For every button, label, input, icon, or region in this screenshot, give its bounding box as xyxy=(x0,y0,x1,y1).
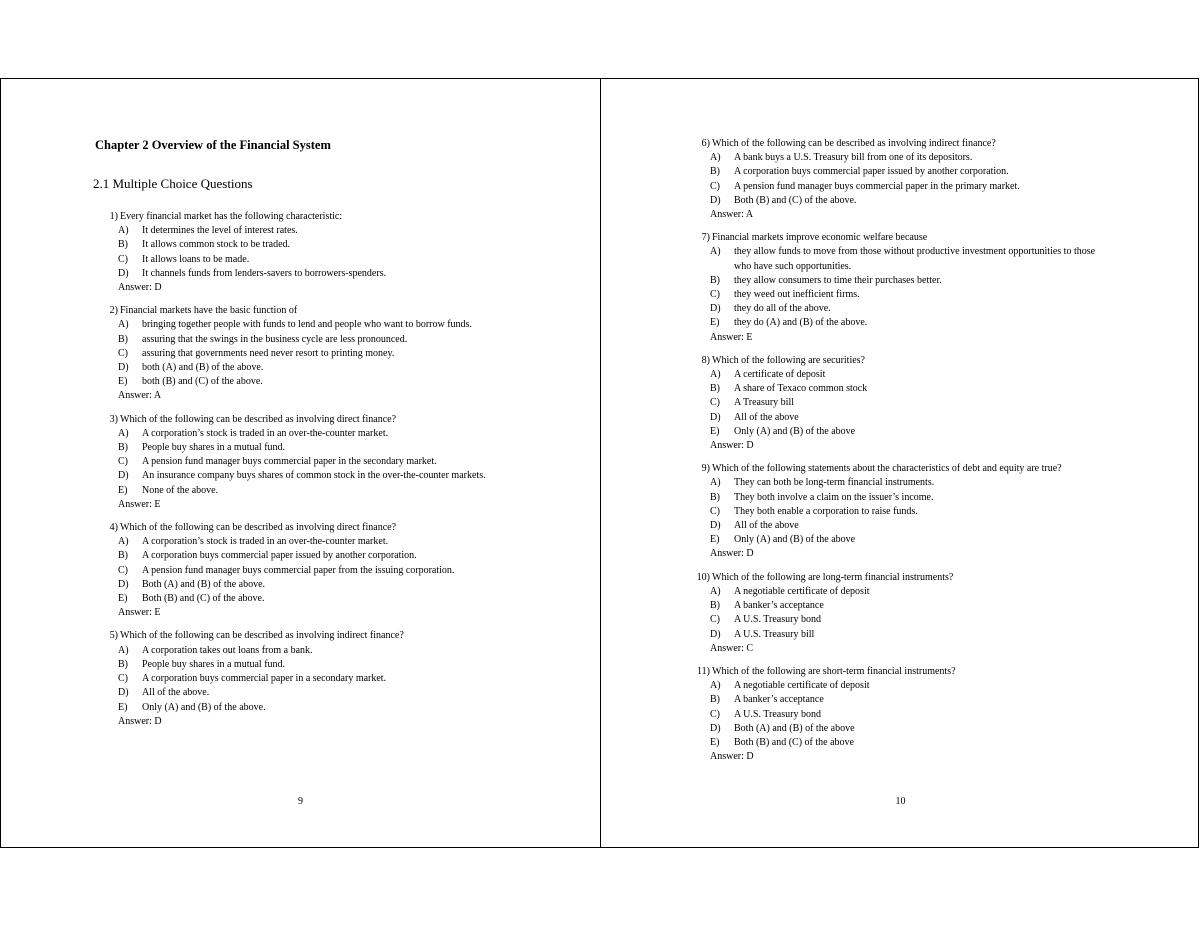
option-letter: B) xyxy=(710,491,720,503)
answer-option xyxy=(118,535,515,549)
question-text: Which of the following can be described as involving indirect finance? xyxy=(120,630,404,642)
question-number: 2) xyxy=(109,305,118,317)
option-text: An insurance company buys shares of common stock in the over-the-counter markets. xyxy=(142,470,486,482)
answer-option xyxy=(118,267,515,281)
question-text: Which of the following can be described as involving indirect finance? xyxy=(712,138,996,149)
option-letter: D) xyxy=(710,411,721,423)
answer-option xyxy=(118,564,515,578)
option-letter: D) xyxy=(710,520,721,532)
answer-option xyxy=(710,316,1107,330)
option-text: A U.S. Treasury bond xyxy=(734,614,821,626)
answer-option xyxy=(118,701,515,715)
option-letter: D) xyxy=(118,578,129,590)
answer-option xyxy=(118,441,515,455)
option-letter: A) xyxy=(118,536,129,548)
option-letter: E) xyxy=(118,701,128,713)
option-text: A pension fund manager buys commercial paper from the issuing corporation. xyxy=(142,564,455,576)
option-letter: D) xyxy=(118,267,129,279)
answer-key: Answer: E xyxy=(118,607,161,619)
question-row xyxy=(687,231,1107,245)
option-list xyxy=(118,318,515,389)
option-text: assuring that governments need never resort to printing money. xyxy=(142,347,395,359)
option-list xyxy=(118,644,515,715)
question-list xyxy=(95,210,515,738)
answer-option xyxy=(710,476,1107,490)
option-letter: C) xyxy=(118,253,128,265)
question-row xyxy=(687,462,1107,476)
question-number: 3) xyxy=(109,413,118,425)
option-text: assuring that the swings in the business cycle are less pronounced. xyxy=(142,333,408,345)
page-number: 9 xyxy=(298,796,303,807)
question-row xyxy=(687,571,1107,585)
question-number: 6) xyxy=(701,138,710,149)
answer-option xyxy=(118,644,515,658)
option-letter: C) xyxy=(118,456,128,468)
option-text: they allow consumers to time their purchases better. xyxy=(734,274,942,286)
option-letter: B) xyxy=(118,333,128,345)
option-text: All of the above xyxy=(734,411,799,423)
option-letter: A) xyxy=(118,225,129,237)
option-letter: E) xyxy=(118,484,128,496)
option-text: They can both be long-term financial instruments. xyxy=(734,477,935,489)
option-text: they do (A) and (B) of the above. xyxy=(734,317,868,329)
question-row xyxy=(687,665,1107,679)
answer-option xyxy=(710,599,1107,613)
answer-option xyxy=(710,585,1107,599)
answer-option xyxy=(118,427,515,441)
question-number: 7) xyxy=(701,232,710,244)
option-letter: C) xyxy=(118,673,128,685)
option-letter: A) xyxy=(710,585,721,597)
answer-option xyxy=(118,375,515,389)
answer-option xyxy=(710,151,1107,165)
option-text: they weed out inefficient firms. xyxy=(734,289,860,301)
question-number: 10) xyxy=(696,571,710,583)
option-letter: B) xyxy=(118,550,128,562)
option-letter: B) xyxy=(118,239,128,251)
answer-option xyxy=(118,592,515,606)
option-text: they allow funds to move from those without productive investment opportunities to those who have such opportunities. xyxy=(734,246,1096,272)
answer-key: Answer: D xyxy=(710,548,754,560)
option-text: A corporation buys commercial paper issued by another corporation. xyxy=(734,166,1009,178)
option-text: A corporation buys commercial paper issued by another corporation. xyxy=(142,550,417,562)
option-letter: C) xyxy=(710,505,720,517)
option-text: None of the above. xyxy=(142,484,219,496)
option-list xyxy=(710,585,1107,642)
option-list xyxy=(118,535,515,606)
answer-key: Answer: C xyxy=(710,642,754,654)
question-item xyxy=(687,354,1107,453)
option-letter: A) xyxy=(118,427,129,439)
right-page xyxy=(601,79,1200,847)
option-text: It allows common stock to be traded. xyxy=(142,239,291,251)
answer-key: Answer: E xyxy=(118,498,161,510)
answer-option xyxy=(118,469,515,483)
chapter-title: Chapter 2 Overview of the Financial System xyxy=(95,138,331,152)
answer-option xyxy=(710,491,1107,505)
question-item xyxy=(687,137,1107,222)
answer-option xyxy=(118,455,515,469)
option-letter: D) xyxy=(118,362,129,374)
option-text: A corporation’s stock is traded in an over-the-counter market. xyxy=(142,427,389,439)
answer-option xyxy=(710,302,1107,316)
answer-option xyxy=(118,238,515,252)
answer-option xyxy=(710,368,1107,382)
question-number: 1) xyxy=(109,211,118,222)
option-letter: B) xyxy=(710,694,720,706)
option-text: A corporation buys commercial paper in a secondary market. xyxy=(142,673,387,685)
option-letter: D) xyxy=(118,470,129,482)
question-text: Every financial market has the following characteristic: xyxy=(120,211,343,222)
option-text: A pension fund manager buys commercial paper in the primary market. xyxy=(734,180,1020,192)
option-text: Only (A) and (B) of the above xyxy=(734,425,856,437)
option-text: A Treasury bill xyxy=(734,397,795,409)
answer-option xyxy=(710,245,1107,273)
question-row xyxy=(687,354,1107,368)
question-row xyxy=(95,629,515,643)
option-list xyxy=(118,224,515,281)
option-letter: A) xyxy=(710,152,721,164)
answer-option xyxy=(710,736,1107,750)
question-number: 9) xyxy=(701,463,710,475)
left-page xyxy=(1,79,600,847)
question-number: 4) xyxy=(109,522,118,534)
option-text: It determines the level of interest rates. xyxy=(142,225,298,237)
option-text: Both (B) and (C) of the above. xyxy=(142,593,265,605)
answer-option xyxy=(710,382,1107,396)
option-list xyxy=(710,151,1107,208)
option-letter: D) xyxy=(710,628,721,640)
answer-option xyxy=(710,693,1107,707)
option-text: A U.S. Treasury bond xyxy=(734,708,821,720)
question-text: Which of the following are short-term financial instruments? xyxy=(712,665,956,677)
option-letter: B) xyxy=(710,274,720,286)
option-list xyxy=(710,679,1107,750)
answer-option xyxy=(710,628,1107,642)
question-text: Which of the following are securities? xyxy=(712,354,865,366)
answer-option xyxy=(118,686,515,700)
answer-option xyxy=(710,505,1107,519)
answer-option xyxy=(118,549,515,563)
option-letter: C) xyxy=(710,397,720,409)
question-text: Which of the following statements about the characteristics of debt and equity are true? xyxy=(712,463,1062,475)
question-item xyxy=(95,521,515,620)
answer-option xyxy=(710,274,1107,288)
option-text: Only (A) and (B) of the above xyxy=(734,534,856,546)
answer-option xyxy=(118,347,515,361)
question-text: Financial markets improve economic welfare because xyxy=(712,232,928,244)
question-row xyxy=(95,210,515,224)
answer-key: Answer: D xyxy=(710,751,754,763)
section-title: 2.1 Multiple Choice Questions xyxy=(93,176,253,191)
option-list xyxy=(710,476,1107,547)
option-text: A pension fund manager buys commercial paper in the secondary market. xyxy=(142,456,437,468)
answer-key: Answer: D xyxy=(710,440,754,452)
answer-option xyxy=(710,411,1107,425)
option-letter: E) xyxy=(710,317,720,329)
answer-key: Answer: D xyxy=(118,282,162,294)
option-letter: D) xyxy=(710,722,721,734)
option-text: All of the above. xyxy=(142,687,210,699)
option-letter: B) xyxy=(118,442,128,454)
question-item xyxy=(95,210,515,295)
answer-option xyxy=(710,194,1107,208)
option-text: They both involve a claim on the issuer’s income. xyxy=(734,491,934,503)
option-text: Both (A) and (B) of the above xyxy=(734,722,855,734)
question-number: 5) xyxy=(109,630,118,642)
question-item xyxy=(95,304,515,403)
option-text: they do all of the above. xyxy=(734,303,831,315)
answer-option xyxy=(710,519,1107,533)
answer-key: Answer: A xyxy=(118,390,162,402)
option-list xyxy=(710,368,1107,439)
question-item xyxy=(687,571,1107,656)
question-item xyxy=(687,665,1107,764)
question-number: 8) xyxy=(701,354,710,366)
option-text: People buy shares in a mutual fund. xyxy=(142,658,286,670)
option-letter: E) xyxy=(710,736,720,748)
option-text: A certificate of deposit xyxy=(734,369,826,381)
option-letter: A) xyxy=(118,644,129,656)
option-letter: A) xyxy=(710,369,721,381)
option-text: both (A) and (B) of the above. xyxy=(142,362,264,374)
answer-option xyxy=(118,253,515,267)
option-text: A corporation takes out loans from a bank. xyxy=(142,644,313,656)
option-text: A banker’s acceptance xyxy=(734,600,824,612)
answer-option xyxy=(710,288,1107,302)
option-text: bringing together people with funds to lend and people who want to borrow funds. xyxy=(142,319,472,331)
option-letter: C) xyxy=(118,564,128,576)
option-letter: E) xyxy=(710,425,720,437)
option-letter: B) xyxy=(710,383,720,395)
option-letter: E) xyxy=(710,534,720,546)
option-letter: C) xyxy=(710,708,720,720)
book-spread xyxy=(0,78,1199,848)
option-text: Both (B) and (C) of the above xyxy=(734,736,854,748)
answer-option xyxy=(710,679,1107,693)
answer-option xyxy=(118,484,515,498)
question-number: 11) xyxy=(697,665,710,677)
answer-option xyxy=(710,533,1107,547)
option-letter: A) xyxy=(710,246,721,258)
option-text: Both (B) and (C) of the above. xyxy=(734,194,857,206)
option-text: They both enable a corporation to raise funds. xyxy=(734,505,918,517)
answer-option xyxy=(710,722,1107,736)
option-text: Only (A) and (B) of the above. xyxy=(142,701,266,713)
answer-option xyxy=(118,224,515,238)
option-text: A U.S. Treasury bill xyxy=(734,628,815,640)
question-row xyxy=(95,521,515,535)
option-letter: D) xyxy=(710,194,721,206)
question-item xyxy=(687,462,1107,561)
question-row xyxy=(95,304,515,318)
question-row xyxy=(687,137,1107,151)
option-letter: C) xyxy=(118,347,128,359)
question-item xyxy=(687,231,1107,345)
option-text: A banker’s acceptance xyxy=(734,694,824,706)
option-letter: E) xyxy=(118,376,128,388)
option-letter: B) xyxy=(710,166,720,178)
option-letter: B) xyxy=(710,600,720,612)
option-letter: A) xyxy=(710,680,721,692)
answer-option xyxy=(710,396,1107,410)
question-text: Financial markets have the basic function of xyxy=(120,305,298,317)
question-text: Which of the following can be described as involving direct finance? xyxy=(120,413,397,425)
answer-option xyxy=(710,708,1107,722)
answer-key: Answer: E xyxy=(710,331,753,343)
option-text: A share of Texaco common stock xyxy=(734,383,868,395)
question-row xyxy=(95,413,515,427)
option-text: A bank buys a U.S. Treasury bill from one of its depositors. xyxy=(734,152,973,164)
question-text: Which of the following can be described as involving direct finance? xyxy=(120,522,397,534)
answer-option xyxy=(710,180,1107,194)
option-letter: A) xyxy=(118,319,129,331)
option-letter: D) xyxy=(710,303,721,315)
answer-option xyxy=(118,318,515,332)
page-number: 10 xyxy=(895,796,906,807)
option-text: both (B) and (C) of the above. xyxy=(142,376,263,388)
answer-option xyxy=(118,658,515,672)
question-item xyxy=(95,413,515,512)
option-letter: C) xyxy=(710,614,720,626)
option-text: All of the above xyxy=(734,520,799,532)
answer-option xyxy=(710,613,1107,627)
question-text: Which of the following are long-term financial instruments? xyxy=(712,571,954,583)
option-text: It allows loans to be made. xyxy=(142,253,250,265)
option-text: People buy shares in a mutual fund. xyxy=(142,442,286,454)
answer-option xyxy=(710,425,1107,439)
question-item xyxy=(95,629,515,728)
answer-option xyxy=(118,361,515,375)
option-text: A corporation’s stock is traded in an over-the-counter market. xyxy=(142,536,389,548)
option-text: It channels funds from lenders-savers to borrowers-spenders. xyxy=(142,267,387,279)
answer-option xyxy=(118,333,515,347)
option-list xyxy=(118,427,515,498)
option-letter: C) xyxy=(710,289,720,301)
option-letter: C) xyxy=(710,180,720,192)
option-letter: D) xyxy=(118,687,129,699)
answer-option xyxy=(710,165,1107,179)
answer-option xyxy=(118,578,515,592)
answer-option xyxy=(118,672,515,686)
answer-key: Answer: A xyxy=(710,209,754,221)
option-letter: B) xyxy=(118,658,128,670)
option-text: A negotiable certificate of deposit xyxy=(734,680,870,692)
question-list xyxy=(687,137,1107,773)
option-letter: A) xyxy=(710,477,721,489)
answer-key: Answer: D xyxy=(118,715,162,727)
option-text: A negotiable certificate of deposit xyxy=(734,585,870,597)
option-letter: E) xyxy=(118,593,128,605)
option-list xyxy=(710,245,1107,330)
option-text: Both (A) and (B) of the above. xyxy=(142,578,266,590)
